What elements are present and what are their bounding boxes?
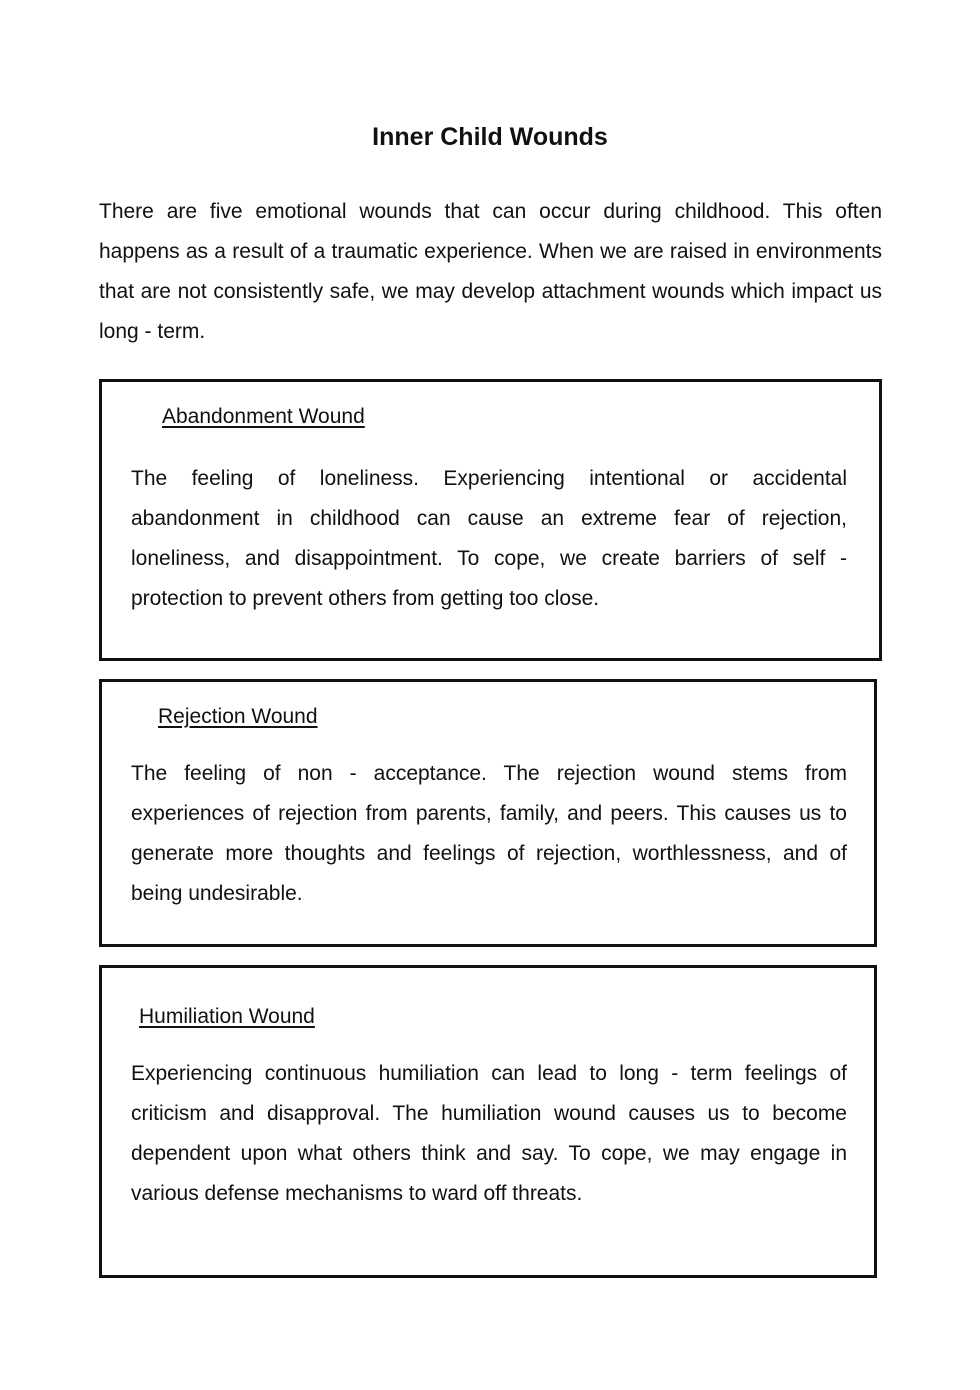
rejection-wound-description: The feeling of non - acceptance. The rejection wound stems from experiences of rejection from parents, family, and peers. This causes us to generate more thoughts and feelings of rejection, worthlessness, and of being undesirable. <box>131 762 847 905</box>
abandonment-wound-heading: Abandonment Wound <box>162 405 365 428</box>
rejection-wound-card <box>99 679 877 947</box>
rejection-wound-heading: Rejection Wound <box>158 705 318 728</box>
humiliation-wound-card <box>99 965 877 1278</box>
page-title: Inner Child Wounds <box>372 123 608 151</box>
abandonment-wound-card <box>99 379 882 661</box>
intro-paragraph: There are five emotional wounds that can occur during childhood. This often happens as a result of a traumatic experience. When we are raised in environments that are not consistently safe, we may develop attachment wounds which impact us long - term. <box>99 200 882 343</box>
humiliation-wound-description: Experiencing continuous humiliation can lead to long - term feelings of criticism and disapproval. The humiliation wound causes us to become dependent upon what others think and say. To cope, we may engage in various defense mechanisms to ward off threats. <box>131 1062 847 1205</box>
abandonment-wound-description: The feeling of loneliness. Experiencing intentional or accidental abandonment in childhood can cause an extreme fear of rejection, loneliness, and disappointment. To cope, we create barriers of self - protection to prevent others from getting too close. <box>131 467 847 610</box>
humiliation-wound-heading: Humiliation Wound <box>139 1005 315 1028</box>
